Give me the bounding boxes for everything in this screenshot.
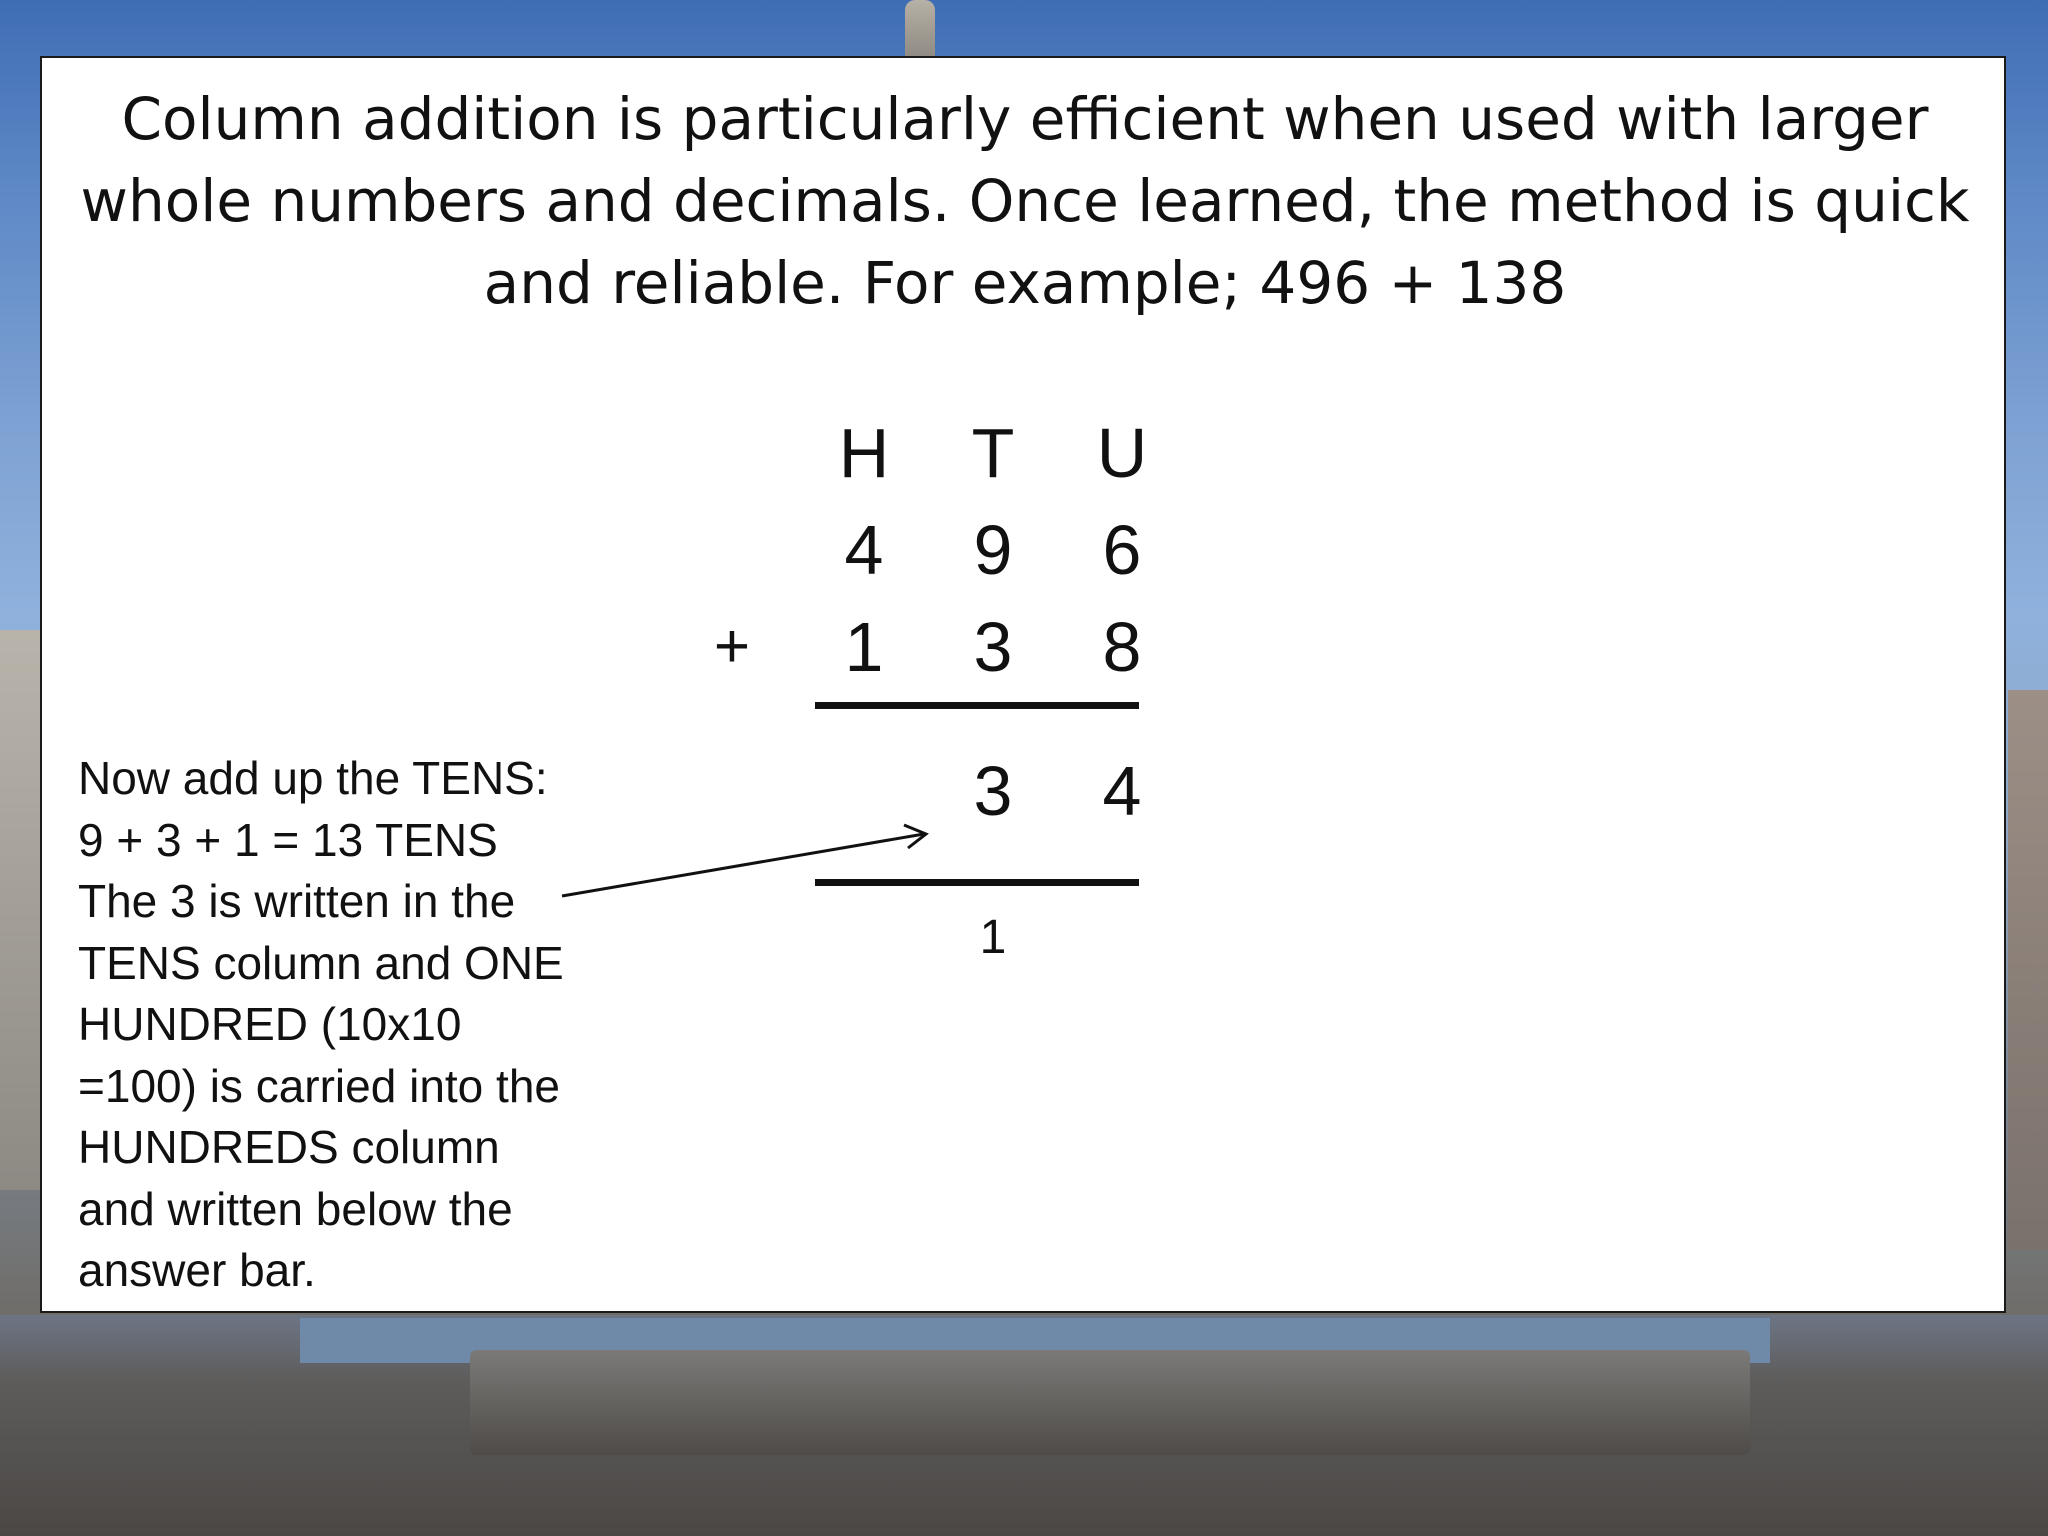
first-number-hundreds: 4 (844, 511, 884, 589)
background-building-right (2008, 690, 2048, 1250)
intro-text: Column addition is particularly efficient when used with larger whole numbers and decimals. Once learned, the method is quick and reliable. For example; 496 + 138 (80, 85, 1970, 317)
carry-digit: 1 (979, 911, 1007, 964)
second-number-units: 8 (1102, 608, 1142, 686)
plus-sign: + (713, 612, 751, 681)
answer-bar (815, 879, 1139, 886)
background-column-top (905, 0, 935, 58)
first-number-units: 6 (1102, 511, 1142, 589)
header-hundreds: H (838, 414, 890, 492)
explanation-text: Now add up the TENS: 9 + 3 + 1 = 13 TENS The 3 is written in the TENS column and ONE HUNDRED (10x10 =100) is carried into the HUNDREDS column and written below the answer bar. (78, 752, 564, 1296)
header-units: U (1096, 414, 1148, 492)
first-number-tens: 9 (973, 511, 1013, 589)
answer-tens: 3 (973, 752, 1013, 830)
answer-units: 4 (1102, 752, 1142, 830)
header-tens: T (971, 414, 1015, 492)
background-building-left (0, 630, 40, 1190)
slide-panel (40, 56, 2006, 1313)
second-number-tens: 3 (973, 608, 1013, 686)
sum-bar (815, 702, 1139, 709)
second-number-hundreds: 1 (844, 608, 884, 686)
background-fountain-wall (470, 1350, 1750, 1455)
